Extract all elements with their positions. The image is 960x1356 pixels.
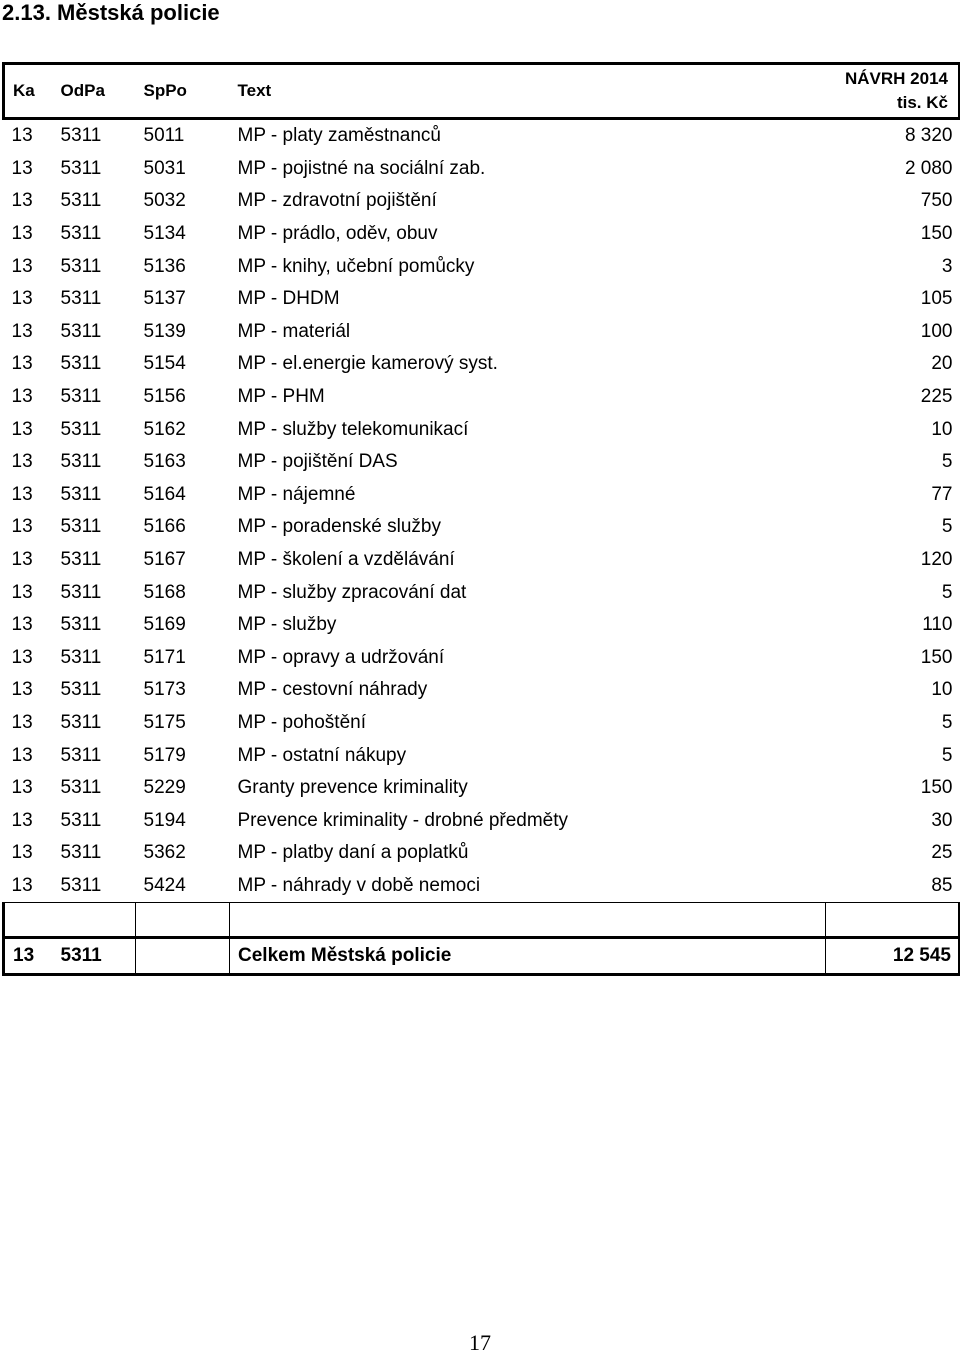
row-odpa: 5311 xyxy=(60,288,102,310)
row-odpa: 5311 xyxy=(60,646,102,668)
budget-table xyxy=(2,62,960,976)
row-ka: 13 xyxy=(11,125,33,147)
row-sppo: 5011 xyxy=(143,125,185,147)
row-odpa: 5311 xyxy=(60,744,102,766)
row-ka: 13 xyxy=(11,842,33,864)
row-sppo: 5194 xyxy=(143,809,186,831)
row-value: 100 xyxy=(920,320,953,342)
total-ka: 13 xyxy=(4,938,53,975)
row-sppo: 5136 xyxy=(143,255,186,277)
row-odpa: 5311 xyxy=(60,386,102,408)
row-odpa: 5311 xyxy=(60,223,102,245)
row-text: MP - PHM xyxy=(237,386,325,408)
row-ka: 13 xyxy=(11,386,33,408)
row-text: MP - knihy, učební pomůcky xyxy=(237,255,475,277)
row-value: 5 xyxy=(941,451,953,473)
row-ka: 13 xyxy=(11,679,33,701)
header-odpa: OdPa xyxy=(53,64,136,119)
row-ka: 13 xyxy=(11,483,33,505)
row-sppo: 5156 xyxy=(143,386,186,408)
row-ka: 13 xyxy=(11,353,33,375)
row-ka: 13 xyxy=(11,223,33,245)
table-row xyxy=(4,479,960,512)
row-odpa: 5311 xyxy=(60,809,102,831)
row-text: MP - náhrady v době nemoci xyxy=(237,874,481,896)
row-ka: 13 xyxy=(11,744,33,766)
row-value: 5 xyxy=(941,516,953,538)
row-odpa: 5311 xyxy=(60,581,102,603)
empty-row xyxy=(4,903,960,938)
header-text: Text xyxy=(230,64,826,119)
row-text: MP - školení a vzdělávání xyxy=(237,549,455,571)
row-ka: 13 xyxy=(11,646,33,668)
row-odpa: 5311 xyxy=(60,614,102,636)
empty-cell xyxy=(826,903,960,938)
row-odpa: 5311 xyxy=(60,157,102,179)
row-value: 5 xyxy=(941,711,953,733)
empty-cell xyxy=(4,903,136,938)
row-text: MP - zdravotní pojištění xyxy=(237,190,437,212)
row-odpa: 5311 xyxy=(60,516,102,538)
row-ka: 13 xyxy=(11,320,33,342)
total-row xyxy=(4,938,960,975)
row-text: MP - prádlo, oděv, obuv xyxy=(237,223,438,245)
row-ka: 13 xyxy=(11,614,33,636)
table-row xyxy=(4,837,960,870)
row-sppo: 5362 xyxy=(143,842,186,864)
row-sppo: 5031 xyxy=(143,157,186,179)
table-row xyxy=(4,250,960,283)
row-ka: 13 xyxy=(11,581,33,603)
row-value: 105 xyxy=(920,288,953,310)
row-text: MP - el.energie kamerový syst. xyxy=(237,353,498,375)
row-text: Prevence kriminality - drobné předměty xyxy=(237,809,569,831)
row-odpa: 5311 xyxy=(60,679,102,701)
header-value-line2: tis. Kč xyxy=(896,93,948,112)
row-sppo: 5173 xyxy=(143,679,186,701)
row-odpa: 5311 xyxy=(60,874,102,896)
table-body xyxy=(4,119,960,903)
row-value: 110 xyxy=(922,614,953,636)
row-ka: 13 xyxy=(11,157,33,179)
row-value: 225 xyxy=(920,386,953,408)
header-value xyxy=(826,64,960,119)
row-text: MP - cestovní náhrady xyxy=(237,679,428,701)
row-value: 150 xyxy=(920,777,953,799)
row-value: 10 xyxy=(931,418,953,440)
row-value: 25 xyxy=(931,842,953,864)
row-sppo: 5229 xyxy=(143,777,186,799)
row-sppo: 5167 xyxy=(143,549,186,571)
row-ka: 13 xyxy=(11,516,33,538)
row-value: 2 080 xyxy=(904,157,953,179)
row-value: 10 xyxy=(931,679,953,701)
row-text: MP - ostatní nákupy xyxy=(237,744,407,766)
header-value-line1: NÁVRH 2014 xyxy=(845,69,948,88)
row-ka: 13 xyxy=(11,255,33,277)
empty-cell xyxy=(230,903,826,938)
row-ka: 13 xyxy=(11,711,33,733)
row-odpa: 5311 xyxy=(60,190,102,212)
row-text: MP - nájemné xyxy=(237,483,356,505)
section-title: 2.13. Městská policie xyxy=(2,0,220,25)
table-header-row xyxy=(4,64,960,119)
row-text: Granty prevence kriminality xyxy=(237,777,468,799)
table-row xyxy=(4,446,960,479)
table-row xyxy=(4,576,960,609)
table-row xyxy=(4,674,960,707)
row-text: MP - služby xyxy=(237,614,337,636)
row-value: 150 xyxy=(920,646,953,668)
table-row xyxy=(4,381,960,414)
total-odpa: 5311 xyxy=(53,938,136,975)
row-value: 85 xyxy=(931,874,953,896)
row-text: MP - pojistné na sociální zab. xyxy=(237,157,486,179)
table-row xyxy=(4,348,960,381)
row-value: 77 xyxy=(931,483,953,505)
header-sppo: SpPo xyxy=(136,64,230,119)
row-text: MP - opravy a udržování xyxy=(237,646,445,668)
row-text: MP - služby zpracování dat xyxy=(237,581,467,603)
table-row xyxy=(4,413,960,446)
row-sppo: 5162 xyxy=(143,418,186,440)
table-row xyxy=(4,544,960,577)
table-row xyxy=(4,739,960,772)
table-row xyxy=(4,316,960,349)
row-sppo: 5168 xyxy=(143,581,186,603)
row-ka: 13 xyxy=(11,418,33,440)
total-sppo xyxy=(136,938,230,975)
total-value: 12 545 xyxy=(826,938,960,975)
row-odpa: 5311 xyxy=(60,320,102,342)
row-value: 750 xyxy=(920,190,953,212)
table-row xyxy=(4,772,960,805)
row-sppo: 5166 xyxy=(143,516,186,538)
header-ka: Ka xyxy=(4,64,53,119)
row-ka: 13 xyxy=(11,777,33,799)
row-value: 20 xyxy=(931,353,953,375)
row-sppo: 5137 xyxy=(143,288,186,310)
row-odpa: 5311 xyxy=(60,842,102,864)
row-value: 5 xyxy=(941,744,953,766)
table-row xyxy=(4,707,960,740)
row-text: MP - DHDM xyxy=(237,288,340,310)
row-text: MP - materiál xyxy=(237,320,351,342)
row-value: 5 xyxy=(941,581,953,603)
row-sppo: 5179 xyxy=(143,744,186,766)
empty-cell xyxy=(136,903,230,938)
row-sppo: 5154 xyxy=(143,353,186,375)
table-row xyxy=(4,153,960,186)
row-value: 30 xyxy=(931,809,953,831)
row-sppo: 5164 xyxy=(143,483,186,505)
row-sppo: 5139 xyxy=(143,320,186,342)
table-row xyxy=(4,870,960,903)
row-odpa: 5311 xyxy=(60,353,102,375)
row-text: MP - služby telekomunikací xyxy=(237,418,469,440)
row-sppo: 5171 xyxy=(143,646,186,668)
row-odpa: 5311 xyxy=(60,418,102,440)
row-sppo: 5175 xyxy=(143,711,186,733)
row-text: MP - poradenské služby xyxy=(237,516,441,538)
row-odpa: 5311 xyxy=(60,777,102,799)
row-ka: 13 xyxy=(11,809,33,831)
row-text: MP - platby daní a poplatků xyxy=(237,842,469,864)
row-value: 3 xyxy=(941,255,953,277)
row-odpa: 5311 xyxy=(60,483,102,505)
row-text: MP - platy zaměstnanců xyxy=(237,125,441,147)
table-row xyxy=(4,283,960,316)
row-ka: 13 xyxy=(11,874,33,896)
row-sppo: 5032 xyxy=(143,190,186,212)
row-odpa: 5311 xyxy=(60,125,102,147)
table-row xyxy=(4,218,960,251)
row-text: MP - pojištění DAS xyxy=(237,451,398,473)
row-ka: 13 xyxy=(11,288,33,310)
row-odpa: 5311 xyxy=(60,255,102,277)
row-ka: 13 xyxy=(11,190,33,212)
row-text: MP - pohoštění xyxy=(237,711,367,733)
row-odpa: 5311 xyxy=(60,711,102,733)
row-value: 120 xyxy=(920,549,953,571)
table-row xyxy=(4,642,960,675)
table-row xyxy=(4,185,960,218)
table-row xyxy=(4,511,960,544)
row-sppo: 5424 xyxy=(143,874,186,896)
row-odpa: 5311 xyxy=(60,451,102,473)
row-sppo: 5163 xyxy=(143,451,186,473)
row-value: 150 xyxy=(920,223,953,245)
table-row xyxy=(4,804,960,837)
table-row xyxy=(4,609,960,642)
row-sppo: 5169 xyxy=(143,614,186,636)
page-number: 17 xyxy=(469,1330,491,1355)
row-sppo: 5134 xyxy=(143,223,186,245)
row-value: 8 320 xyxy=(904,125,953,147)
row-ka: 13 xyxy=(11,549,33,571)
row-ka: 13 xyxy=(11,451,33,473)
table-row xyxy=(4,119,960,153)
row-odpa: 5311 xyxy=(60,549,102,571)
total-text: Celkem Městská policie xyxy=(230,938,826,975)
